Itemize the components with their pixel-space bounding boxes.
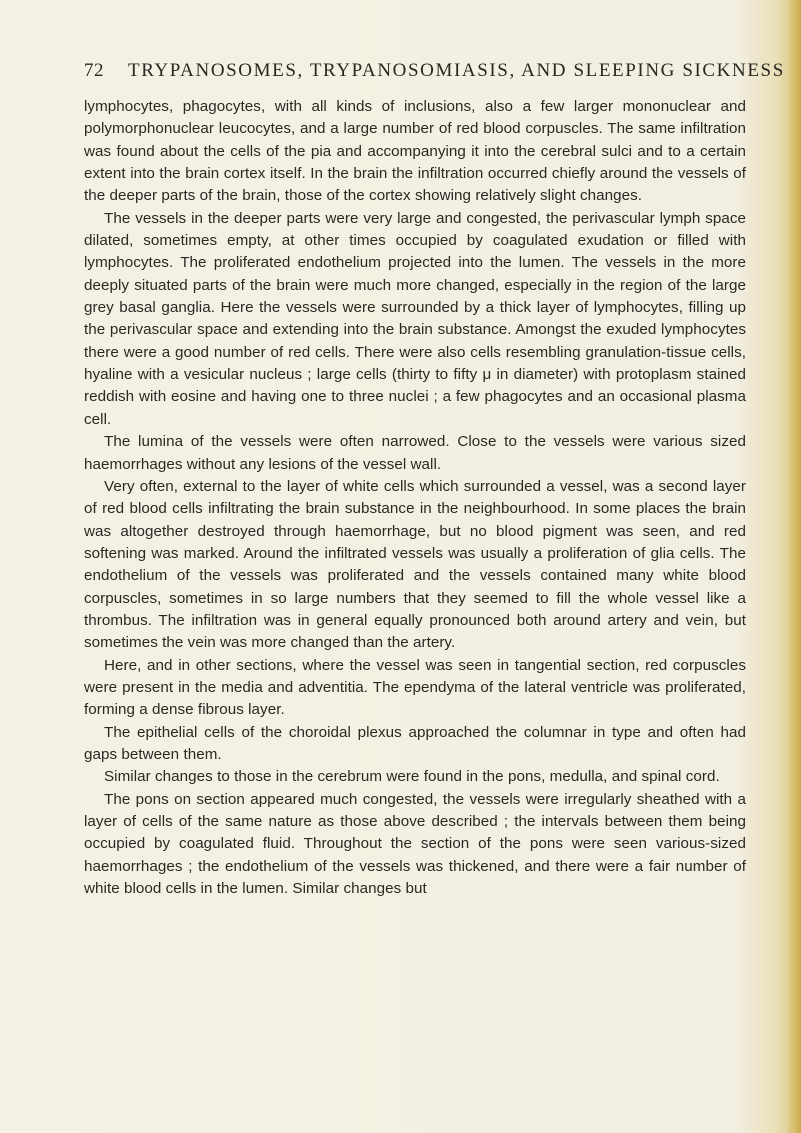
page-header bbox=[84, 60, 785, 86]
paragraph: Similar changes to those in the cerebrum were found in the pons, medulla, and spinal cord. bbox=[104, 768, 720, 786]
paragraph: The lumina of the vessels were often narrowed. Close to the vessels were various sized haemorrhages without any lesions of the vessel wall. bbox=[84, 433, 746, 473]
running-title: TRYPANOSOMES, TRYPANOSOMIASIS, AND SLEEPING SICKNESS bbox=[128, 60, 785, 81]
paragraph: The pons on section appeared much congested, the vessels were irregularly sheathed with a layer of cells of the same nature as those above described ; the intervals between them being occupied by coagulated fluid. Throughout the section of the pons were seen various-sized haemorrhages ; the endothelium of the vessels was thickened, and there were a fair number of white blood cells in the lumen. Similar changes but bbox=[84, 790, 746, 898]
body-text bbox=[84, 96, 746, 900]
paragraph: Here, and in other sections, where the vessel was seen in tangential section, red corpuscles were present in the media and adventitia. The ependyma of the lateral ventricle was proliferated, forming a dense fibrous layer. bbox=[84, 656, 746, 719]
paragraph: The epithelial cells of the choroidal plexus approached the columnar in type and often had gaps between them. bbox=[84, 723, 746, 763]
paragraph: The vessels in the deeper parts were very large and congested, the perivascular lymph space dilated, sometimes empty, at other times occupied by coagulated exudation or filled with lymphocytes. The proliferated endothelium projected into the lumen. The vessels in the more deeply situated parts of the brain were much more changed, especially in the region of the large grey basal ganglia. Here the vessels were surrounded by a thick layer of lymphocytes, filling up the perivascular space and extending into the brain substance. Amongst the exuded lymphocytes there were a good number of red cells. There were also cells resembling granulation-tissue cells, hyaline with a vesicular nucleus ; large cells (thirty to fifty μ in diameter) with protoplasm stained reddish with eosine and having one to three nuclei ; a few phagocytes and an occasional plasma cell. bbox=[84, 209, 746, 428]
paragraph: Very often, external to the layer of white cells which surrounded a vessel, was a second layer of red blood cells infiltrating the brain substance in the neighbourhood. In some places the brain was altogether destroyed through haemorrhage, but no blood pigment was seen, and red softening was marked. Around the infiltrated vessels was usually a proliferation of glia cells. The endothelium of the vessels was proliferated and the vessels contained many white blood corpuscles, sometimes in so large numbers that they seemed to fill the whole vessel like a thrombus. The infiltration was in general equally pronounced both around artery and vein, but sometimes the vein was more changed than the artery. bbox=[84, 477, 746, 652]
paragraph: lymphocytes, phagocytes, with all kinds of inclusions, also a few larger mononuclear and polymorphonuclear leucocytes, and a large number of red blood corpuscles. The same infiltration was found about the cells of the pia and accompanying it into the cerebral sulci and to a certain extent into the brain cortex itself. In the brain the infiltration occurred chiefly around the vessels of the deeper parts of the brain, those of the cortex showing relatively slight changes. bbox=[84, 98, 746, 205]
page-edge-shadow bbox=[787, 0, 801, 1133]
page-number: 72 bbox=[84, 60, 104, 81]
